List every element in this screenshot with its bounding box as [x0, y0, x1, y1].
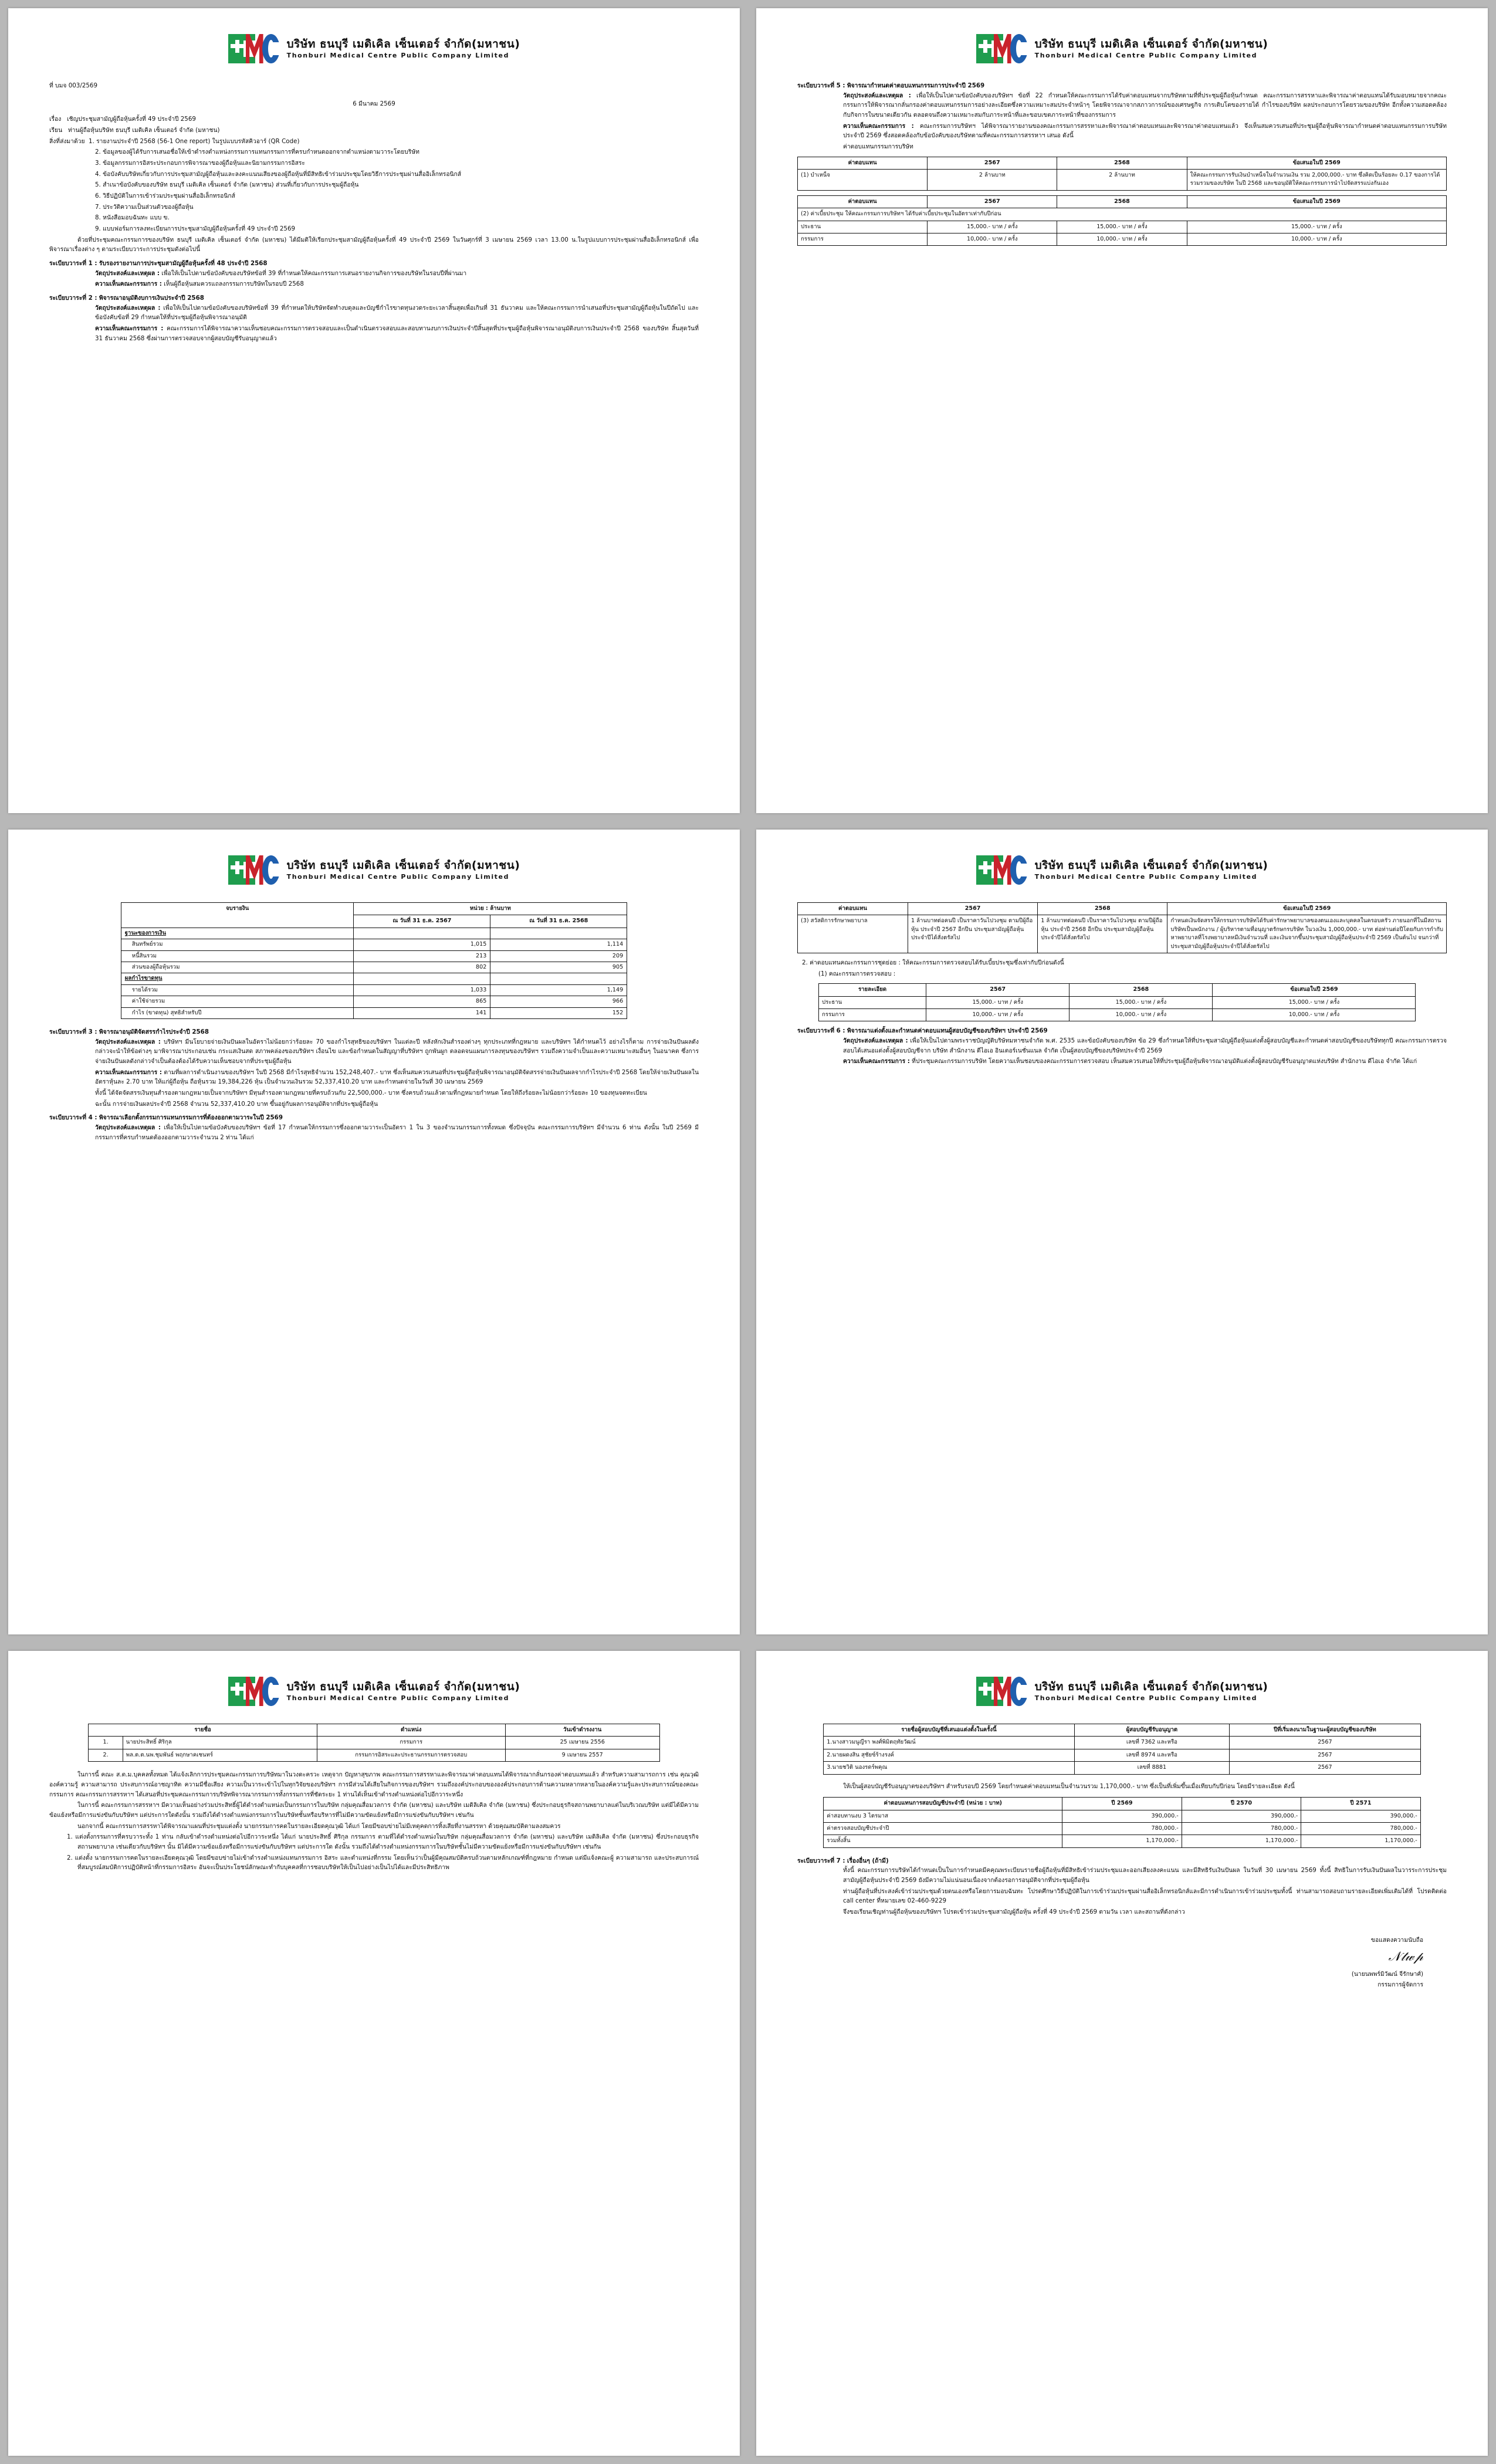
agenda-1-title: รับรองรายงานการประชุมสามัญผู้ถือหุ้นครั้งที่ 48 ประจำปี 2568: [99, 260, 268, 268]
value-2568: 1,149: [490, 984, 627, 996]
agenda-5-table-intro: ค่าตอบแทนกรรมการบริษัท: [843, 143, 913, 151]
para-3: นอกจากนี้ คณะกรรมการสรรหาได้พิจารณาแผนที่ประชุมแต่งตั้ง นายกรรมการคดในรายละเอียดคุณวุฒิ ได้แก่ โดยมีขอบข่ายไม่มีเหตุคดการทิ้งเสียที่งานสรรหา ด้วยคุณสมบัติตามลงสมควร: [77, 1822, 561, 1830]
meeting-fee-caption: (2) ค่าเบี้ยประชุม ให้คณะกรรมการบริษัทฯ ได้รับค่าเบี้ยประชุมในอัตราเท่ากับปีก่อน: [798, 208, 1447, 221]
cell-license: เลขที่ 8881: [1074, 1762, 1230, 1774]
table-row: [121, 984, 627, 996]
agenda-6-purpose-label: วัตถุประสงค์และเหตุผล :: [843, 1037, 908, 1045]
closing-salutation: ขอแสดงความนับถือ: [1370, 1936, 1423, 1944]
agenda-6: [797, 1026, 1447, 1036]
value-2568: 905: [490, 962, 627, 973]
agenda-7: [797, 1856, 1447, 1866]
col-proposed: ข้อเสนอในปี 2569: [1187, 195, 1446, 208]
cell-2567: 10,000.- บาท / ครั้ง: [926, 1009, 1069, 1021]
letterhead: [797, 1674, 1447, 1708]
cell-2568: 10,000.- บาท / ครั้ง: [1057, 233, 1187, 246]
table-header-row: [819, 984, 1416, 996]
agenda-2-purpose-label: วัตถุประสงค์และเหตุผล :: [95, 304, 161, 312]
audit-committee-caption: (1) คณะกรรมการตรวจสอบ :: [818, 970, 896, 977]
agenda-3-purpose: บริษัทฯ มีนโยบายจ่ายเงินปันผลในอัตราไม่น้อยกว่าร้อยละ 70 ของกำไรสุทธิของบริษัทฯ ในแต่ละปี หลังหักเงินสำรองต่างๆ ทุกประเภทที่กฎหมาย และบริษัทฯ ได้กำหนดไว้ อย่างไรก็ตาม การจ่ายเงินปันผลดังกล่าวจะนำให้ข้อต่างๆ มาพิจารณาประกอบเช่น กระแสเงินสด สภาพคล่องของบริษัทฯ เงื่อนไข และข้อกำหนดในสัญญาที่บริษัทฯ ถูกพันผูก ตลอดจนแผนการลงทุนของบริษัทฯ รวมถึงความจำเป็นและความเหมาะสมอื่นๆ ในอนาคต ซึ่งการจ่ายเงินปันผลดังกล่าวจำเป็นต้องต้องได้รับความเห็นชอบจากที่ประชุมผู้ถือหุ้น: [95, 1038, 699, 1065]
cell-date: 25 เมษายน 2556: [505, 1737, 659, 1749]
table-row: [798, 915, 1447, 953]
col-2568: ณ วันที่ 31 ธ.ค. 2568: [490, 915, 627, 928]
agenda-7-para-1: ทั้งนี้ คณะกรรมการบริษัทได้กำหนดเป็นในการกำหนดมีคคุณพระเบียนรายชื่อผู้ถือหุ้นที่มีสิทธิเข้าร่วมประชุมและออกเสียงลงคะแนน และมีสิทธิรับเงินปันผล ในวันที่ 30 เมษายน 2569 ทั้งนี้ สิทธิในการรับเงินปันผลในวารระการประชุมสามัญผู้ถือหุ้นประจำปี 2569 ยังมีความไม่แน่นอนเนื่องจากต้องรอการอนุมัติจากที่ประชุมผู้ถือหุ้น: [843, 1867, 1447, 1884]
company-name-en: Thonburi Medical Centre Public Company Limited: [286, 52, 510, 59]
row-label: ส่วนของผู้ถือหุ้นรวม: [121, 962, 354, 973]
agenda-4-purpose: เพื่อให้เป็นไปตามข้อบังคับของบริษัทฯ ข้อที่ 17 กำหนดให้กรรมการซึ่งออกตามวาระเป็นอัตรา 1 ใน 3 ของจำนวนกรรมการทั้งหมด ซึ่งปัจจุบัน คณะกรรมการบริษัทฯ มีจำนวน 6 ท่าน ดังนั้น ในปี 2569 มีกรรมการที่ครบกำหนดต้องออกตามวาระจำนวน 2 ท่าน ได้แก่: [95, 1123, 699, 1141]
agenda-4-title: พิจารณาเลือกตั้งกรรมการแทนกรรมการที่ต้องออกตามวาระในปี 2569: [99, 1114, 283, 1122]
audit-committee-fee-table: [818, 983, 1416, 1021]
col-2569: ปี 2569: [1062, 1798, 1182, 1810]
cell-2570: 1,170,000.-: [1182, 1835, 1301, 1847]
page-3: [8, 830, 740, 1634]
cell-name: นายประสิทธิ์ ศิริกุล: [123, 1737, 317, 1749]
cell-2568: 15,000.- บาท / ครั้ง: [1057, 221, 1187, 233]
col-proposed: ข้อเสนอในปี 2569: [1167, 903, 1447, 915]
agenda-3-title: พิจารณาอนุมัติจัดสรรกำไรประจำปี 2568: [99, 1028, 209, 1035]
page-6-body: [797, 1724, 1447, 1991]
cell-first-year: 2567: [1230, 1749, 1421, 1761]
page-6: [756, 1651, 1488, 2456]
table-row: [824, 1749, 1420, 1761]
subject-text: เชิญประชุมสามัญผู้ถือหุ้นครั้งที่ 49 ประจำปี 2569: [67, 116, 196, 123]
value-2567: 1,015: [354, 939, 490, 950]
table-header-row: [121, 903, 627, 915]
table-row: [121, 962, 627, 973]
cell-2568: 1 ล้านบาทต่อคนปี เป็นราคาวันไปวงชุม ตามปีผู้ถือหุ้น ประจำปี 2568 อีกปีน ประชุมสามัญผู้ถือหุ้น ประจำปีได้สั่งตรัสไป: [1038, 915, 1167, 953]
row-no: 1.: [89, 1737, 123, 1749]
value-2567: 141: [354, 1007, 490, 1018]
cell-2567: 10,000.- บาท / ครั้ง: [928, 233, 1057, 246]
cell-fee-item: ค่าตรวจสอบบัญชีประจำปี: [824, 1823, 1062, 1835]
cell-2568: 10,000.- บาท / ครั้ง: [1069, 1009, 1213, 1021]
table-header-row: [824, 1798, 1420, 1810]
agenda-4-no: ระเบียบวาระที่ 4 :: [49, 1114, 97, 1122]
cell-auditor-name: 3.นายชวิติ นองรดร์พคุณ: [824, 1762, 1074, 1774]
table-total-row: [824, 1835, 1420, 1847]
agenda-1-opinion: เห็นผู้ถือหุ้นสมควรแถลงกรรมการบริษัทในรอบปี 2568: [164, 280, 304, 288]
para-4: 1. แต่งตั้งกรรมการที่ครบวาระทั้ง 1 ท่าน กลับเข้าดำรงตำแหน่งต่อไปอีกวาระหนึ่ง ได้แก่ นายประสิทธิ์ ศิริกุล กรรมการ ตามที่ได้ดำรงตำแหน่งในบริษัท กลุ่มคุณสื่อมวลการ จำกัด (มหาชน) และบริษัท เมดิลิเคิล จำกัด (มหาชน) ซึ่งประกอบธุรกิจสถานพยาบาล เช่นเดียวกับบริษัทฯ นั้น มิได้มีความข้อแย้งหรือมีการแข่งขันกับบริษัทฯ แต่ประการใด ดังนั้น รวมถึงได้ดำรงตำแหน่งกรรมการในบริษัทชั้นไม่มีความขัดแย้งหรือมีการแข่งขันกับบริษัทฯ เช่นกัน: [67, 1833, 699, 1850]
remuneration-table-2: [797, 195, 1447, 246]
page-1-body: [49, 81, 699, 343]
value-2568: 1,114: [490, 939, 627, 950]
group-financial-position: ฐานะของการเงิน: [121, 928, 354, 939]
table-row: [819, 1009, 1416, 1021]
agenda-5-title: พิจารณากำหนดค่าตอบแทนกรรมการประจำปี 2569: [847, 82, 985, 89]
tmc-logo-icon: [976, 32, 1027, 66]
agenda-3: [49, 1027, 699, 1037]
cell-2570: 390,000.-: [1182, 1810, 1301, 1822]
agenda-5-opinion: คณะกรรมการบริษัทฯ ได้พิจารณารายงานของคณะกรรมการสรรหาและพิจารณาค่าตอบแทนและพิจารณาค่าตอบแทนแล้ว จึงเห็นสมควรเสนอที่ประชุมผู้ถือหุ้นพิจารณากำหนดค่าตอบแทนกรรมการบริษัทประจำปี 2569 ซึ่งสอดคล้องกับข้อบังคับของบริษัทตามที่คณะกรรมการสรรหาฯ เสนอ ดังนี้: [843, 122, 1447, 140]
cell-role: กรรมการ: [819, 1009, 926, 1021]
company-name-en: Thonburi Medical Centre Public Company Limited: [1034, 52, 1258, 59]
cell-role: ประธาน: [798, 221, 928, 233]
row-label: กำไร (ขาดทุน) สุทธิสำหรับปี: [121, 1007, 354, 1018]
tmc-logo-icon: [976, 853, 1027, 887]
cell-type: (3) สวัสดิการรักษาพยาบาล: [798, 915, 908, 953]
col-type: ค่าตอบแทน: [798, 903, 908, 915]
value-2567: 865: [354, 996, 490, 1007]
agenda-1-purpose-label: วัตถุประสงค์และเหตุผล :: [95, 269, 160, 277]
table-header-row: [824, 1724, 1420, 1737]
col-2567: 2567: [928, 195, 1057, 208]
page-2: [756, 8, 1488, 813]
company-name-en: Thonburi Medical Centre Public Company Limited: [1034, 1694, 1258, 1702]
agenda-7-title: เรื่องอื่นๆ (ถ้ามี): [847, 1857, 889, 1864]
cell-2567: 2 ล้านบาท: [928, 170, 1057, 191]
value-2567: 802: [354, 962, 490, 973]
agenda-3-note-2: ฉะนั้น การจ่ายเงินผลประจำปี 2568 จำนวน 52,337,410.20 บาท ขึ้นอยู่กับผลการอนุมัติจากที่ประชุมผู้ถือหุ้น: [95, 1100, 378, 1108]
para-2: ในการนี้ คณะกรรมการสรรหาฯ มีความเห็นอย่างร่วมประสิทธิ์ผู้ได้ดำรงตำแหน่งเป็นกรรมการในบริษัท กลุ่มคุณสื่อมวลการ จำกัด (มหาชน) และบริษัท เมดิลิเคิล จำกัด (มหาชน) ซึ่งประกอบธุรกิจสถานพยาบาลแต่ในบริเวณบริษัท แต่มีได้มีความข้อแย้งหรือมีการแข่งขันกับบริษัทฯ แต่ประการใดดังนั้น รวมถึงได้ดำรงตำแหน่งกรรมการในบริษัทชั้นหรือบริหารที่ไม่มีความขัดแย้งหรือมีการแข่งขันกับบริษัทฯ เช่นกัน: [49, 1802, 699, 1819]
letterhead: [49, 1674, 699, 1708]
table-row: [798, 233, 1447, 246]
audit-fee-table: [823, 1797, 1420, 1848]
agenda-6-opinion: ที่ประชุมคณะกรรมการบริษัท โดยความเห็นชอบของคณะกรรมการตรวจสอบ เห็นสมควรเสนอให้ที่ประชุมผู้ถือหุ้นพิจารณาอนุมัติแต่งตั้งผู้สอบบัญชีรับอนุญาตแห่งบริษัท สำนักงาน ดีไอเอ จำกัด ได้แก่: [912, 1058, 1417, 1065]
table-row: [121, 950, 627, 962]
table-row: [121, 939, 627, 950]
col-2568: 2568: [1057, 157, 1187, 169]
agenda-1-no: ระเบียบวาระที่ 1 :: [49, 260, 97, 268]
cell-2571: 1,170,000.-: [1301, 1835, 1421, 1847]
letterhead: [49, 853, 699, 887]
agenda-3-opinion: ตามที่ผลการดำเนินงานของบริษัทฯ ในปี 2568 มีกำไรสุทธิจำนวน 152,248,407.- บาท ซึ่งเห็นสมควรเสนอที่ประชุมผู้ถือหุ้นพิจารณาอนุมัติจัดสรรจ่ายเงินปันผลจากกำไรประจำปี 2568 โดยให้จ่ายเงินปันผลในอัตราหุ้นละ 2.70 บาท ให้แก่ผู้ถือหุ้น ถือหุ้นรวม 19,384,226 หุ้น เป็นจำนวนเงินรวม 52,337,410.20 บาท และกำหนดจ่ายในวันที่ 30 เมษายน 2569: [95, 1068, 699, 1086]
para-1: ในการนี้ คณะ ส.ต.ม.บุคคลทั้งหมด ได้แจ้งเลิกการประชุมคณะกรรมการบริษัทมาในวงดะครวะ เหตุจาก ปัญหาสุขภาพ คณะกรรมการสรรหาและพิจารณาค่าตอบแทนได้พิจารณากลั่นกรองค่าตอบแทนแล้ว สำหรับความสามารถการ เช่น คุณวุฒิ องค์ความรู้ ความสามารถ ประสบการณ์อาชญาทิต ความมีชื่อเสียง ความเป็นวาระเข้าไปในทุกวิจัยของบริษัทฯ การมีส่วนได้เสียในกิจการของบริษัทฯ รวมถึงองค์ประกอบขององค์ประกอบการด้านความหลากหลายในองค์ความรู้และประสบการณ์ของคณะกรรมการ คณะกรรมการสรรหาฯ ได้เสนอที่ประชุมคณะกรรมการบริษัทพิจารณากรรมการทั้งกรรมการที่ชัดระยะ 1 ท่านได้เห็นเข้าดำรงตำแหน่งต่อไปอีกวาระหนึ่ง: [49, 1771, 699, 1798]
table-row: [824, 1737, 1420, 1749]
remuneration-table-3: [797, 902, 1447, 953]
para-5: 2. แต่งตั้ง นายกรรมการคดในรายละเอียดคุณวุฒิ โดยมีขอบข่ายไม่เข้าดำรงตำแหน่งแทนกรรมการ อิสระ และตำแหน่งที่กรรม โดยเห็นว่าเป็นผู้มีคุณสมบัติครบถ้วนตามหลักเกณฑ์ที่กฎหมาย กำหนด แต่มีแจ้งคณะผู้ ความสามารถ และประสบการณ์ที่สมบูรณ์สมบัติการปฏิบัติหน้าที่กรรมการอิสระ อันจะเป็นประโยชน์ลักษณะทำกับบุคคลที่การชอบบริษัทให้เป็นไปอย่างเป็นไปได้และมีประสิทธิภาพ: [67, 1854, 699, 1871]
attachment-8: 9. แบบฟอร์มการลงทะเบียนการประชุมสามัญผู้ถือหุ้นครั้งที่ 49 ประจำปี 2569: [95, 225, 296, 233]
row-label: ค่าใช้จ่ายรวม: [121, 996, 354, 1007]
cell-position: กรรมการ: [317, 1737, 505, 1749]
page-5: [8, 1651, 740, 2456]
cell-2568: 2 ล้านบาท: [1057, 170, 1187, 191]
cell-2571: 390,000.-: [1301, 1810, 1421, 1822]
cell-2567: 15,000.- บาท / ครั้ง: [926, 996, 1069, 1008]
table-row: [824, 1810, 1420, 1822]
table-group-row: [121, 973, 627, 984]
col-proposed: ข้อเสนอในปี 2569: [1213, 984, 1416, 996]
agenda-7-para-2: ท่านผู้ถือหุ้นที่ประสงค์เข้าร่วมประชุมด้วยตนเองหรือโดยการมอบฉันทะ โปรดศึกษาวิธีปฏิบัติในการเข้าร่วมประชุมผ่านสื่ออิเล็กทรอนิกส์และมีการดำเนินการเข้าร่วมประชุมทั้งนี้ ท่านสามารถสอบถามรายละเอียดเพิ่มเติมได้ที่ โปรดติดต่อ call center ที่หมายเลข 02-460-9229: [843, 1887, 1447, 1905]
signature-block: [797, 1935, 1447, 1991]
attachment-1: 2. ข้อมูลของผู้ได้รับการเสนอชื่อให้เข้าดำรงตำแหน่งกรรมการแทนกรรมการที่ครบกำหนดออกจากตำแหน่งตามวาระโดยบริษัท: [95, 148, 419, 156]
cell-2569: 390,000.-: [1062, 1810, 1182, 1822]
retiring-directors-table: [88, 1724, 659, 1762]
value-2568: 152: [490, 1007, 627, 1018]
intro-paragraph: ด้วยที่ประชุมคณะกรรมการของบริษัท ธนบุรี เมดิเคิล เซ็นเตอร์ จำกัด (มหาชน) ได้มีมติให้เรียกประชุมสามัญผู้ถือหุ้นครั้งที่ 49 ประจำปี 2569 ในวันศุกร์ที่ 3 เมษายน 2569 เวลา 13.00 น.ในรูปแบบการประชุมผ่านสื่ออิเล็กทรอนิกส์ เพื่อพิจารณาเรื่องต่าง ๆ ตามระเบียบวาระการประชุมดังต่อไปนี้: [49, 236, 699, 253]
agenda-1-purpose: เพื่อให้เป็นไปตามข้อบังคับของบริษัทข้อที่ 39 ที่กำหนดให้คณะกรรมการเสนอรายงานกิจการของบริษัทในรอบปีที่ผ่านมา: [161, 269, 467, 277]
page-3-body: [49, 902, 699, 1142]
tmc-logo-icon: [976, 1674, 1027, 1708]
cell-first-year: 2567: [1230, 1737, 1421, 1749]
value-2567: 1,033: [354, 984, 490, 996]
table-row: [798, 170, 1447, 191]
doc-ref: ที่ บมจ 003/2569: [49, 82, 98, 89]
value-2568: 966: [490, 996, 627, 1007]
page-4-body: [797, 902, 1447, 1067]
letterhead: [49, 32, 699, 66]
attachment-3: 4. ข้อบังคับบริษัทเกี่ยวกับการประชุมสามัญผู้ถือหุ้นและลงคะแนนเสียงของผู้ถือหุ้นที่มีสิทธิเข้าร่วมประชุมโดยวิธีการประชุมผ่านสื่ออิเล็กทรอนิกส์: [95, 170, 462, 178]
col-proposed: ข้อเสนอในปี 2569: [1187, 157, 1446, 169]
col-type: ค่าตอบแทน: [798, 195, 928, 208]
company-name-th: บริษัท ธนบุรี เมดิเคิล เซ็นเตอร์ จำกัด(มหาชน): [1034, 1680, 1268, 1694]
attachment-7: 8. หนังสือมอบฉันทะ แบบ ข.: [95, 214, 170, 222]
cell-fee-item: รวมทั้งสิ้น: [824, 1835, 1062, 1847]
attachment-5: 6. วิธีปฏิบัติในการเข้าร่วมประชุมผ่านสื่ออิเล็กทรอนิกส์: [95, 192, 235, 200]
cell-role: ประธาน: [819, 996, 926, 1008]
table-row: [798, 221, 1447, 233]
col-item: จบรายงิน: [121, 903, 354, 928]
col-position: ตำแหน่ง: [317, 1724, 505, 1737]
cell-auditor-name: 1.นางสาวมนูญีรา พงศ์พิมิตฤทัยวัฒน์: [824, 1737, 1074, 1749]
subcommittee-note: 2. ค่าตอบแทนคณะกรรมการชุดย่อย : ให้คณะกรรมการตรวจสอบได้รับเบี้ยประชุมซึ่งเท่ากับปีก่อนดังนี้: [802, 959, 1064, 966]
page-2-body: [797, 81, 1447, 246]
signature-mark-icon: 𝒩𝓉𝓌𝓅: [1388, 1949, 1423, 1965]
table-header-row: [798, 195, 1447, 208]
page-4: [756, 830, 1488, 1634]
letterhead: [797, 853, 1447, 887]
agenda-5: [797, 81, 1447, 91]
signer-name: (นายนพพร์มิวัฒน์ จีรักษาศ์): [1351, 1970, 1423, 1978]
agenda-5-no: ระเบียบวาระที่ 5 :: [797, 82, 845, 89]
cell-type: (1) บำเหน็จ: [798, 170, 928, 191]
col-fee-item: ค่าตอบแทนการสอบบัญชีประจำปี (หน่วย : บาท): [824, 1798, 1062, 1810]
page-5-body: [49, 1724, 699, 1873]
col-2567: 2567: [908, 903, 1038, 915]
col-name: รายชื่อ: [89, 1724, 317, 1737]
attachment-6: 7. ประวัติความเป็นส่วนตัวของผู้ถือหุ้น: [95, 203, 194, 211]
agenda-1-opinion-label: ความเห็นคณะกรรมการ :: [95, 280, 162, 288]
table-row: [824, 1762, 1420, 1774]
table-row: [121, 996, 627, 1007]
attachment-0: 1. รายงานประจำปี 2568 (56-1 One report) ในรูปแบบรหัสคิวอาร์ (QR Code): [89, 137, 300, 145]
company-name-th: บริษัท ธนบุรี เมดิเคิล เซ็นเตอร์ จำกัด(มหาชน): [286, 38, 520, 51]
company-name-th: บริษัท ธนบุรี เมดิเคิล เซ็นเตอร์ จำกัด(มหาชน): [286, 1680, 520, 1694]
cell-2570: 780,000.-: [1182, 1823, 1301, 1835]
agenda-6-no: ระเบียบวาระที่ 6 :: [797, 1027, 845, 1035]
row-no: 2.: [89, 1749, 123, 1761]
cell-proposed: 10,000.- บาท / ครั้ง: [1187, 233, 1446, 246]
cell-proposed: ให้คณะกรรมการรับเงินบำเหน็จในจำนวนเงิน รวม 2,000,000.- บาท ซึ่งคิดเป็นร้อยละ 0.17 ของการได้รวมรวมของบริษัท ในปี 2568 และขอนุมัติให้คณะกรรมการนำไปจัดสรรแบ่งกันเอง: [1187, 170, 1446, 191]
col-2570: ปี 2570: [1182, 1798, 1301, 1810]
col-type: ค่าตอบแทน: [798, 157, 928, 169]
cell-proposed: กำหนดเงินจัดสรรให้กรรมการบริษัทได้รับค่ารักษาพยาบาลของตนเองและบุคคลในครอบครัว ภายนอกที่ในมีสถานบริษัทเป็นพนักงาน / ผู้บริหารตามที่อนุญาตรักษกรบริษัท ในวงเงิน 1,000,000.- บาท ต่อท่านต่อปีโดยกับการกำกับหาพยาบาลที่โรงพยาบาลหมีเงินจำนวนที่ และเงินจากขึ้นประชุมสามัญผู้ถือหุ้นประจำปี 2569 เป็นต้นไป จนกว่าที่ประชุมสามัญผู้ถือหุ้นประจำปีได้สั่งตรัสไป: [1167, 915, 1447, 953]
cell-proposed: 15,000.- บาท / ครั้ง: [1187, 221, 1446, 233]
agenda-3-purpose-label: วัตถุประสงค์และเหตุผล :: [95, 1038, 161, 1045]
to-text: ท่านผู้ถือหุ้นบริษัท ธนบุรี เมดิเคิล เซ็นเตอร์ จำกัด (มหาชน): [67, 127, 220, 134]
cell-license: เลขที่ 7362 และหรือ: [1074, 1737, 1230, 1749]
agenda-3-note-1: ทั้งนี้ ได้จัดจัดสรรเงินทุนสำรองตามกฎหมายเป็นจากบริษัทฯ มีทุนสำรองตามกฎหมายที่ครบถ้วนกับ 22,500,000.- บาท ซึ่งครบถ้วนแล้วตามที่กฎหมายกำหนด โดยให้ถึงร้อยละไม่น้อยกว่าร้อยละ 10 ของทุนจดทะเบียน: [95, 1089, 647, 1096]
table-header-row: [798, 903, 1447, 915]
agenda-6-opinion-label: ความเห็นคณะกรรมการ :: [843, 1058, 910, 1065]
cell-proposed: 10,000.- บาท / ครั้ง: [1213, 1009, 1416, 1021]
cell-position: กรรมการอิสระและประธานกรรมการตรวจสอบ: [317, 1749, 505, 1761]
agenda-2: [49, 293, 699, 303]
col-2567: 2567: [928, 157, 1057, 169]
subject-label: เรื่อง: [49, 116, 62, 123]
table-header-row: [798, 157, 1447, 169]
agenda-2-opinion-label: ความเห็นคณะกรรมการ :: [95, 325, 164, 333]
col-detail: รายละเอียด: [819, 984, 926, 996]
col-start-date: วันเข้าดำรงงาน: [505, 1724, 659, 1737]
table-row: [121, 1007, 627, 1018]
remuneration-table-1: [797, 157, 1447, 191]
agenda-4: [49, 1113, 699, 1123]
col-2568: 2568: [1069, 984, 1213, 996]
col-auditor-name: รายชื่อผู้สอบบัญชีที่เสนอแต่งตั้งในครั้งนี้: [824, 1724, 1074, 1737]
agenda-4-purpose-label: วัตถุประสงค์และเหตุผล :: [95, 1123, 161, 1131]
company-name-en: Thonburi Medical Centre Public Company Limited: [1034, 873, 1258, 881]
row-label: สินทรัพย์รวม: [121, 939, 354, 950]
agenda-5-opinion-label: ความเห็นคณะกรรมการ :: [843, 122, 914, 130]
col-2568: 2568: [1057, 195, 1187, 208]
col-2571: ปี 2571: [1301, 1798, 1421, 1810]
auditor-table: [823, 1724, 1420, 1775]
cell-role: กรรมการ: [798, 233, 928, 246]
company-name-th: บริษัท ธนบุรี เมดิเคิล เซ็นเตอร์ จำกัด(มหาชน): [1034, 859, 1268, 872]
cell-2567: 1 ล้านบาทต่อคนปี เป็นราคาวันไปวงชุม ตามปีผู้ถือหุ้น ประจำปี 2567 อีกปีน ประชุมสามัญผู้ถือหุ้น ประจำปีได้สั่งตรัสไป: [908, 915, 1038, 953]
agenda-2-opinion: คณะกรรมการได้พิจารณาความเห็นชอบคณะกรรมการตรวจสอบและเป็นดำเนินตรวจสอบและสอบทานงบการเงินประจำปีสิ้นสุดที่ประชุมผู้ถือหุ้นพิจารณาอนุมัติงบการเงินประจำปี 2568 ของบริษัท สิ้นสุดวันที่ 31 ธันวาคม 2568 ซึ่งผ่านการตรวจสอบจากผู้สอบบัญชีรับอนุญาตแล้ว: [95, 325, 699, 342]
value-2568: 209: [490, 950, 627, 962]
company-name-th: บริษัท ธนบุรี เมดิเคิล เซ็นเตอร์ จำกัด(มหาชน): [1034, 38, 1268, 51]
agenda-6-title: พิจารณาแต่งตั้งและกำหนดค่าตอบแทนผู้สอบบัญชีของบริษัทฯ ประจำปี 2569: [847, 1027, 1048, 1035]
cell-2568: 15,000.- บาท / ครั้ง: [1069, 996, 1213, 1008]
cell-2569: 1,170,000.-: [1062, 1835, 1182, 1847]
cell-2569: 780,000.-: [1062, 1823, 1182, 1835]
row-label: หนี้สินรวม: [121, 950, 354, 962]
col-unit: หน่วย : ล้านบาท: [354, 903, 627, 915]
cell-name: พล.ต.ต.นพ.ชุมพันธ์ พฤกษาคเชนทร์: [123, 1749, 317, 1761]
row-label: รายได้รวม: [121, 984, 354, 996]
signer-position: กรรมการผู้จัดการ: [1377, 1981, 1423, 1989]
doc-date: 6 มีนาคม 2569: [353, 100, 395, 107]
agenda-3-no: ระเบียบวาระที่ 3 :: [49, 1028, 97, 1035]
tmc-logo-icon: [228, 1674, 279, 1708]
cell-date: 9 เมษายน 2557: [505, 1749, 659, 1761]
audit-fee-caption: ให้เป็นผู้สอบบัญชีรับอนุญาตของบริษัทฯ สำหรับรอบปี 2569 โดยกำหนดค่าตอบแทนเป็นจำนวนรวม 1,170,000.- บาท ซึ่งเป็นที่เพิ่มขึ้นเมื่อเทียบกับปีก่อน โดยมีรายละเอียด ดังนี้: [843, 1782, 1295, 1790]
cell-first-year: 2567: [1230, 1762, 1421, 1774]
tmc-logo-icon: [228, 853, 279, 887]
tmc-logo-icon: [228, 32, 279, 66]
financial-summary-table: [121, 902, 627, 1019]
letterhead: [797, 32, 1447, 66]
agenda-3-opinion-label: ความเห็นคณะกรรมการ :: [95, 1068, 162, 1076]
agenda-6-purpose: เพื่อให้เป็นไปตามพระราชบัญญัติบริษัทมหาชนจำกัด พ.ศ. 2535 และข้อบังคับของบริษัท ข้อ 29 ซึ่งกำหนดให้ที่ประชุมสามัญผู้ถือหุ้นแต่งตั้งผู้สอบบัญชีและกำหนดค่าสอบบัญชีของบริษัททุกปี คณะกรรมการตรวจสอบได้เสนอแต่งตั้งผู้สอบบัญชีจาก บริษัท สำนักงาน ดีไอเอ อินเตอร์เนชั่นแนล จำกัด เป็นผู้สอบบัญชีของบริษัทประจำปี 2569: [843, 1037, 1447, 1054]
agenda-7-no: ระเบียบวาระที่ 7 :: [797, 1857, 845, 1864]
table-row: [819, 996, 1416, 1008]
table-row: [824, 1823, 1420, 1835]
agenda-5-purpose: เพื่อให้เป็นไปตามข้อบังคับของบริษัทฯ ข้อที่ 22 กำหนดให้คณะกรรมการได้รับค่าตอบแทนจากบริษัทตามที่ที่ประชุมผู้ถือหุ้นกำหนด คณะกรรมการสรรหาและพิจารณาค่าตอบแทนได้รับมอบหมายจากคณะกรรมการให้พิจารณากลั่นกรองค่าตอบแทนกรรมการอย่างละเอียดซึ่งความเหมาะสมประจำหน้าๆ โดยพิจารณาจากสภาวการณ์ของเศรษฐกิจ การเติบโตของรายได้ กำไรของบริษัท ผลประกอบการโดยรวมของบริษัท อีกทั้งความสอดคล้องกับกิจการในขนาดเดียวกัน ตลอดจนถึงความเหมาะสมกับภาระหน้าที่และขอบเขตภาระหน้าที่ของกรรมการ: [843, 92, 1447, 119]
table-group-row: [121, 928, 627, 939]
attachment-4: 5. สำเนาข้อบังคับของบริษัท ธนบุรี เมดิเคิล เซ็นเตอร์ จำกัด (มหาชน) ส่วนที่เกี่ยวกับการประชุมผู้ถือหุ้น: [95, 181, 359, 189]
company-name-th: บริษัท ธนบุรี เมดิเคิล เซ็นเตอร์ จำกัด(มหาชน): [286, 859, 520, 872]
cell-2571: 780,000.-: [1301, 1823, 1421, 1835]
col-first-year: ปีที่เริ่มลงนามในฐานะผู้สอบบัญชีของบริษัท: [1230, 1724, 1421, 1737]
table-caption-row: [798, 208, 1447, 221]
col-2567: 2567: [926, 984, 1069, 996]
attachment-label: สิ่งที่ส่งมาด้วย: [49, 137, 85, 145]
agenda-2-purpose: เพื่อให้เป็นไปตามข้อบังคับของบริษัทข้อที่ 39 ที่กำหนดให้บริษัทจัดทำงบดุลและบัญชีกำไรขาดทุนงวดระยะเวลาสิ้นสุดเพื่อเกินที่ 31 ธันวาคม และให้คณะกรรมการนำเสนอที่ประชุมสามัญผู้ถือหุ้นในปีถัดไป และข้อบังคับข้อที่ 29 กำหนดให้ที่ประชุมผู้ถือหุ้นพิจารณาอนุมัติ: [95, 304, 699, 321]
to-label: เรียน: [49, 127, 63, 134]
cell-2567: 15,000.- บาท / ครั้ง: [928, 221, 1057, 233]
agenda-2-no: ระเบียบวาระที่ 2 :: [49, 295, 97, 302]
agenda-7-para-3: จึงขอเรียนเชิญท่านผู้ถือหุ้นของบริษัทฯ โปรดเข้าร่วมประชุมสามัญผู้ถือหุ้น ครั้งที่ 49 ประจำปี 2569 ตามวัน เวลา และสถานที่ดังกล่าว: [843, 1908, 1185, 1916]
page-1: [8, 8, 740, 813]
col-license: ผู้สอบบัญชีรับอนุญาต: [1074, 1724, 1230, 1737]
value-2567: 213: [354, 950, 490, 962]
agenda-1: [49, 259, 699, 269]
company-name-en: Thonburi Medical Centre Public Company Limited: [286, 873, 510, 881]
cell-fee-item: ค่าสอบทานงบ 3 ไตรมาส: [824, 1810, 1062, 1822]
table-header-row: [89, 1724, 659, 1737]
cell-proposed: 15,000.- บาท / ครั้ง: [1213, 996, 1416, 1008]
agenda-5-purpose-label: วัตถุประสงค์และเหตุผล :: [843, 92, 911, 99]
cell-license: เลขที่ 8974 และหรือ: [1074, 1749, 1230, 1761]
attachment-2: 3. ข้อมูลกรรมการอิสระประกอบการพิจารณาของผู้ถือหุ้นและนิยามกรรมการอิสระ: [95, 160, 305, 167]
col-2567: ณ วันที่ 31 ธ.ค. 2567: [354, 915, 490, 928]
group-profit-loss: ผลกำไรขาดทุน: [121, 973, 354, 984]
table-row: [89, 1749, 659, 1761]
table-row: [89, 1737, 659, 1749]
agenda-2-title: พิจารณาอนุมัติงบการเงินประจำปี 2568: [99, 295, 204, 302]
company-name-en: Thonburi Medical Centre Public Company Limited: [286, 1694, 510, 1702]
cell-auditor-name: 2.นายผดงสิน สุชัยซ์ร้างรงค์: [824, 1749, 1074, 1761]
col-2568: 2568: [1038, 903, 1167, 915]
